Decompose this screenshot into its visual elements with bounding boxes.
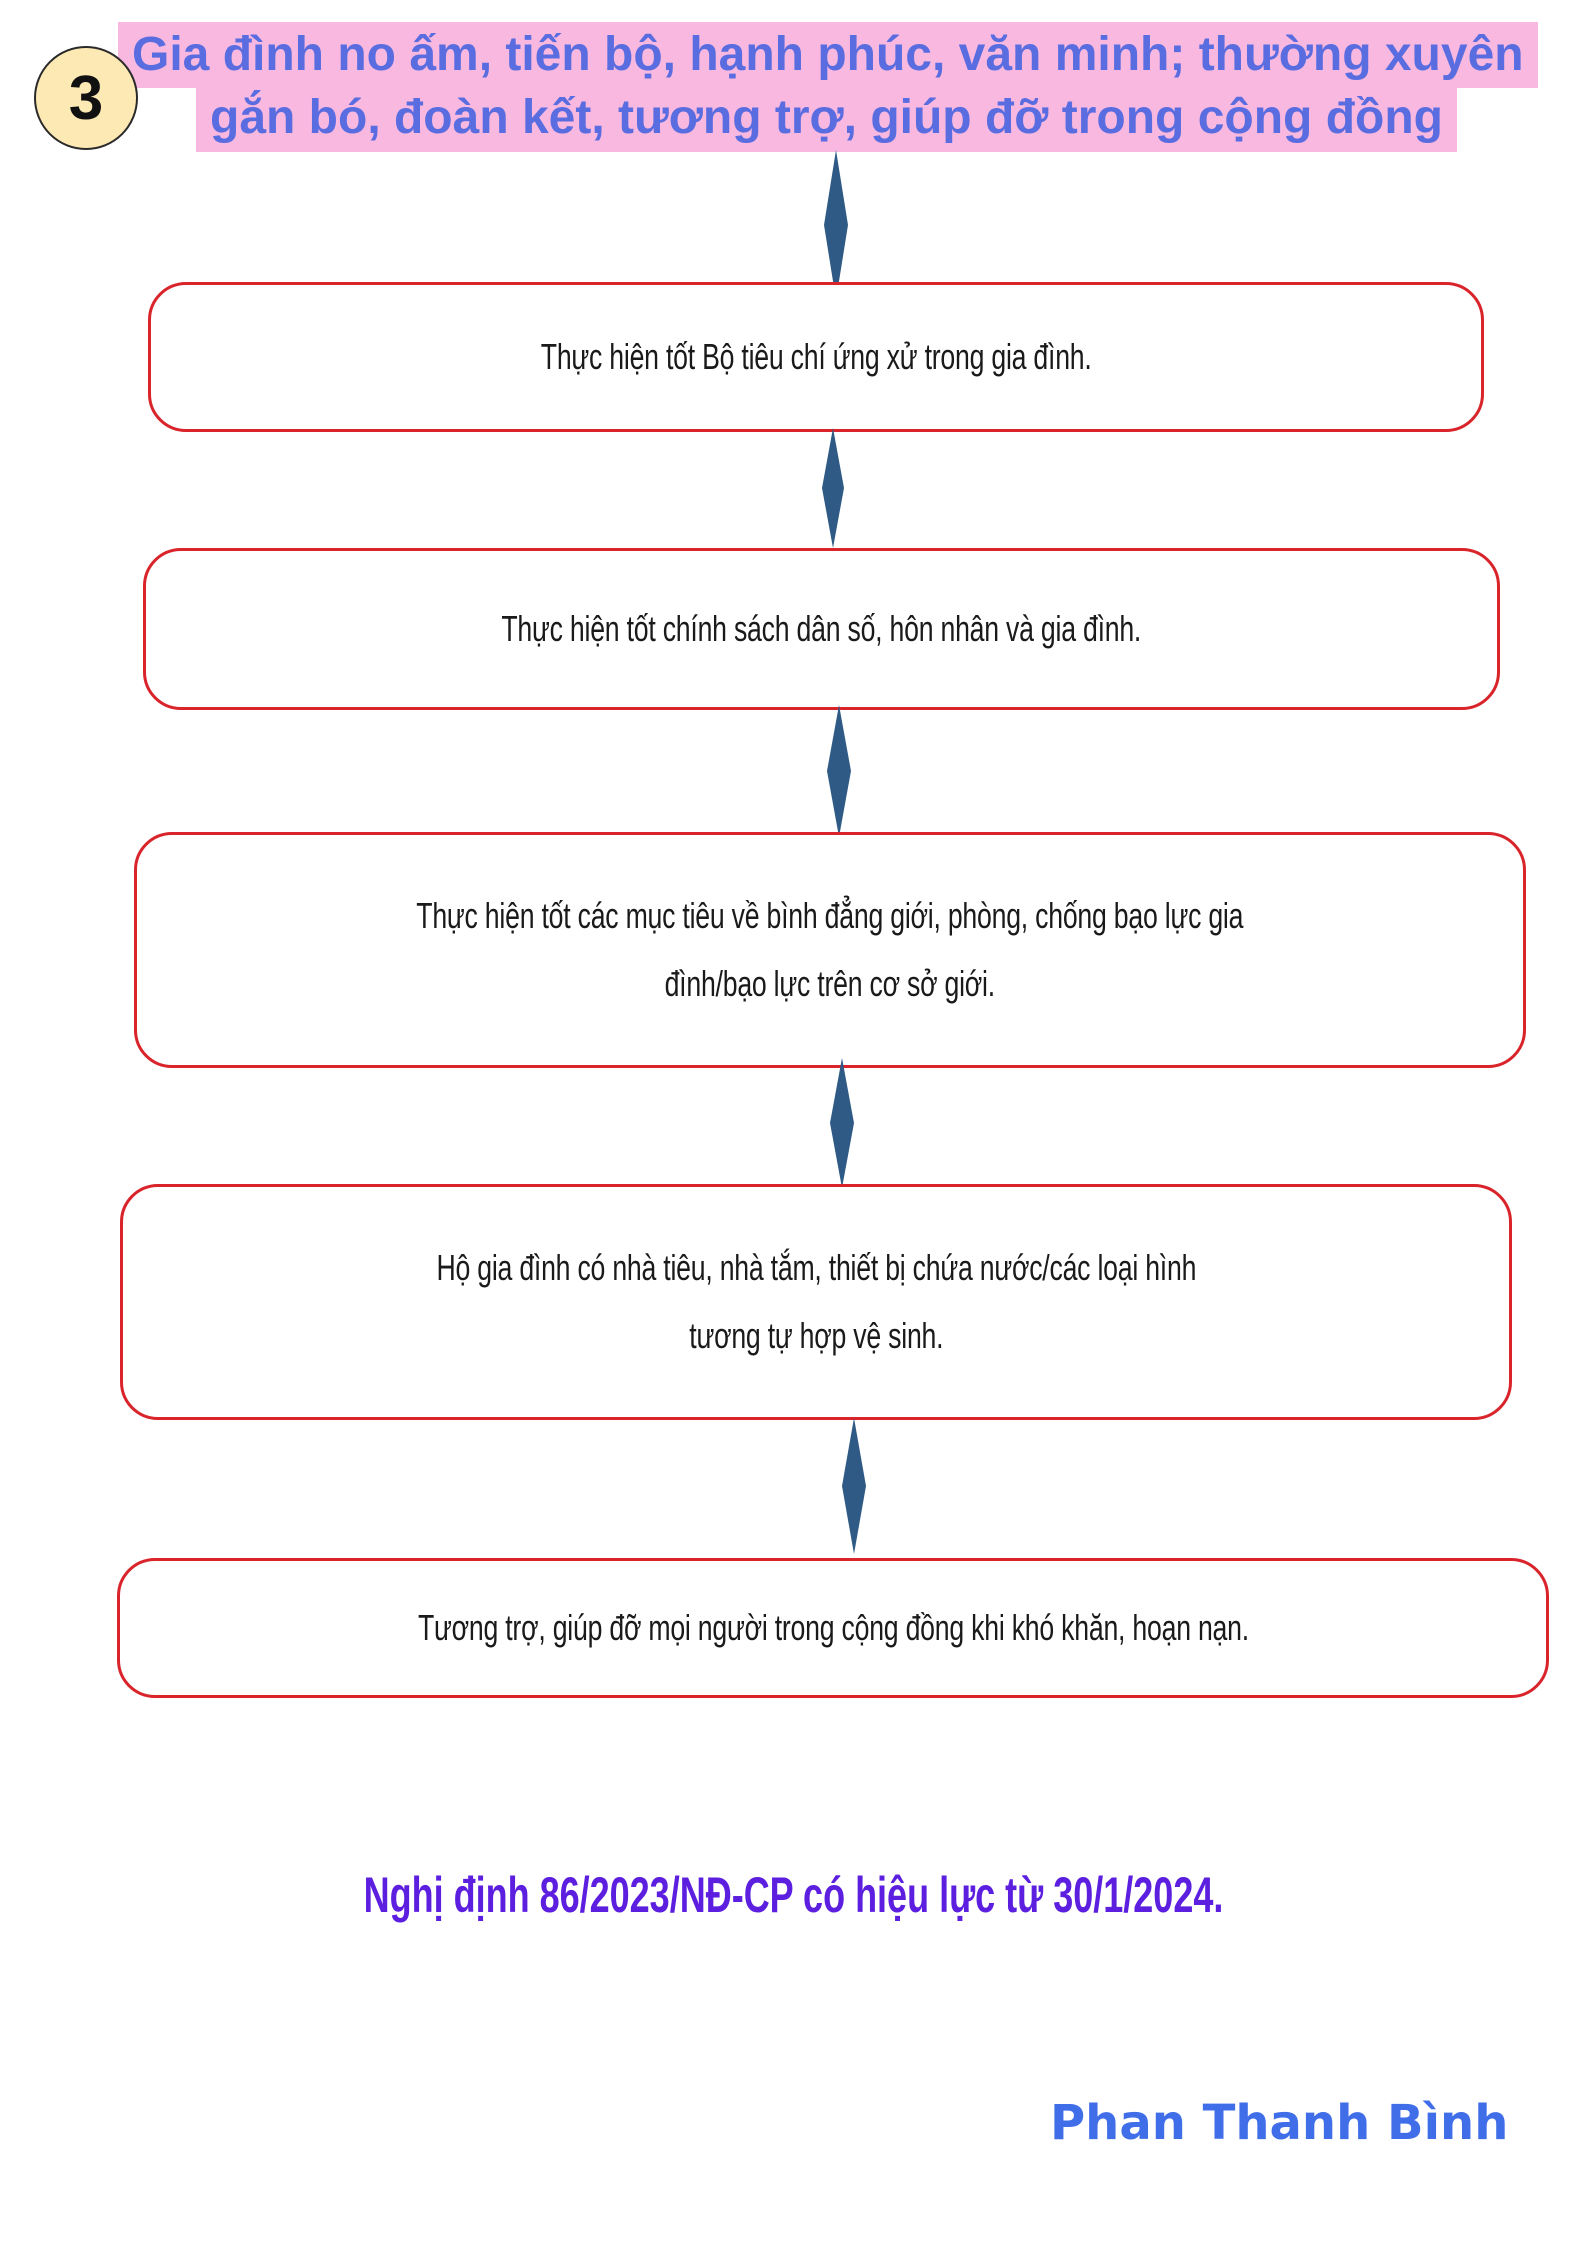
connector-diamond — [827, 705, 851, 837]
step-box-2 — [143, 548, 1500, 710]
author-credit: Phan Thanh Bình — [1050, 2095, 1509, 2151]
connector-diamond — [824, 150, 848, 300]
step-4-line-2: tương tự hợp vệ sinh. — [688, 1315, 944, 1356]
connector-diamond — [842, 1418, 866, 1554]
step-text-4 — [436, 1234, 1196, 1370]
step-2-line-1: Thực hiện tốt chính sách dân số, hôn nhân và gia đình. — [501, 608, 1142, 649]
step-3-line-1: Thực hiện tốt các mục tiêu về bình đẳng giới, phòng, chống bạo lực gia — [416, 895, 1244, 936]
step-1-line-1: Thực hiện tốt Bộ tiêu chí ứng xử trong gia đình. — [540, 336, 1092, 377]
title-line-2: gắn bó, đoàn kết, tương trợ, giúp đỡ trong cộng đồng — [196, 86, 1457, 152]
decree-effective-note: Nghị định 86/2023/NĐ-CP có hiệu lực từ 30/1/2024. — [363, 1867, 1224, 1923]
step-text-1 — [541, 323, 1092, 391]
step-text-3 — [417, 882, 1244, 1018]
section-number-badge: 3 — [34, 46, 138, 150]
step-4-line-1: Hộ gia đình có nhà tiêu, nhà tắm, thiết bị chứa nước/các loại hình — [436, 1247, 1196, 1288]
step-box-3 — [134, 832, 1526, 1068]
step-5-line-1: Tương trợ, giúp đỡ mọi người trong cộng đồng khi khó khăn, hoạn nạn. — [417, 1607, 1249, 1648]
step-text-5 — [418, 1594, 1249, 1662]
title-line-1: Gia đình no ấm, tiến bộ, hạnh phúc, văn minh; thường xuyên — [118, 22, 1538, 88]
connector-diamond — [822, 428, 844, 548]
step-box-1 — [148, 282, 1484, 432]
step-box-5 — [117, 1558, 1549, 1698]
step-3-line-2: đình/bạo lực trên cơ sở giới. — [664, 963, 996, 1004]
step-box-4 — [120, 1184, 1512, 1420]
connector-diamond — [830, 1058, 854, 1188]
step-text-2 — [502, 595, 1142, 663]
